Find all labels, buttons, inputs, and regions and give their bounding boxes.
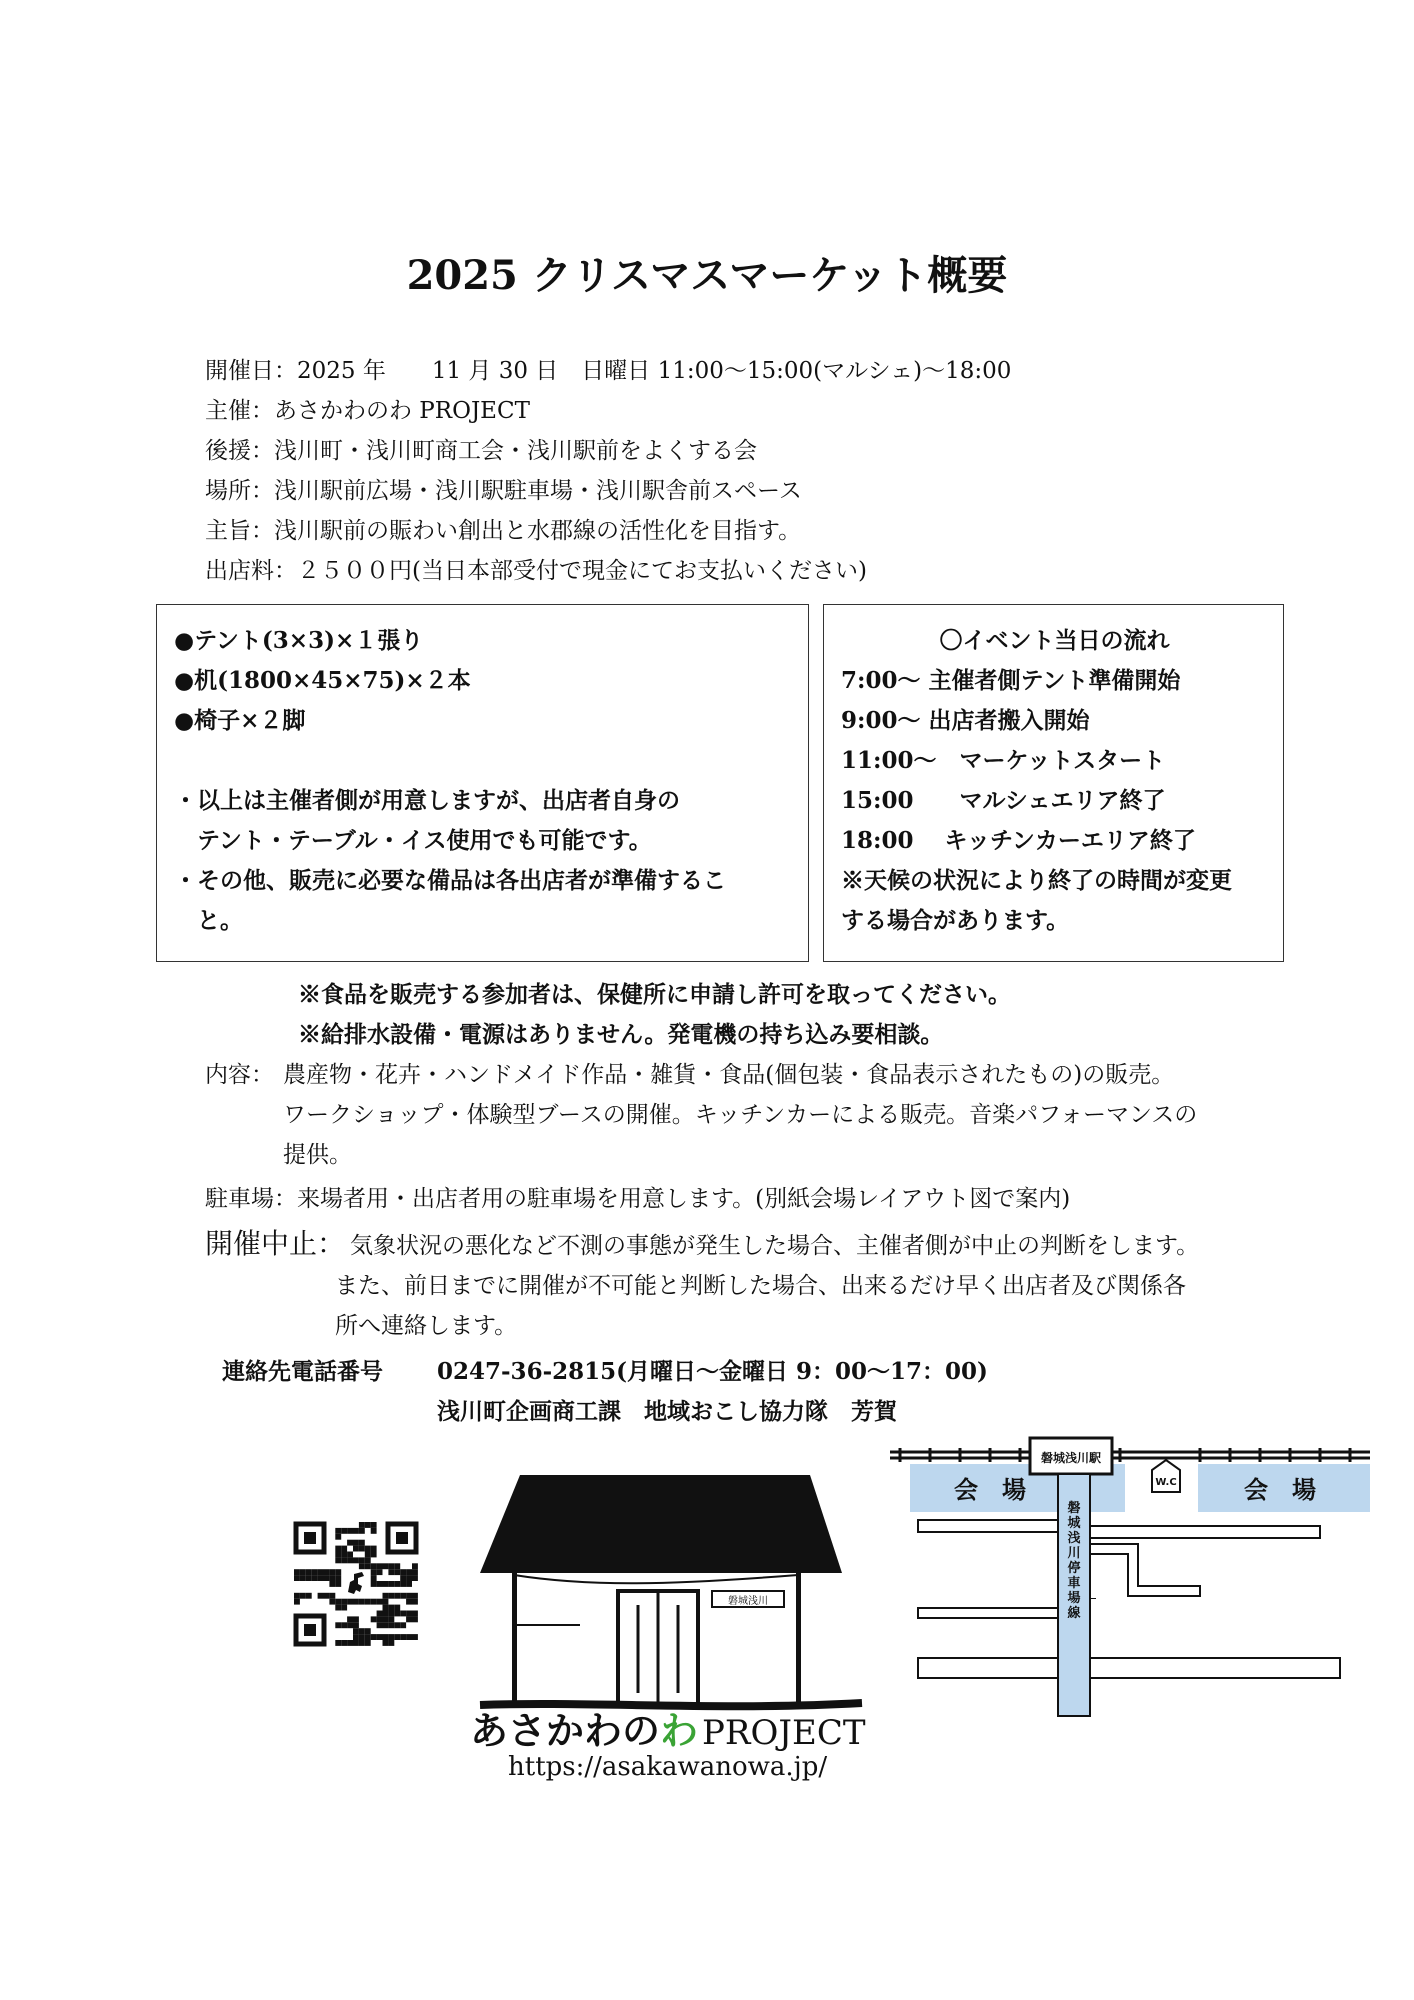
info-support xyxy=(205,436,757,466)
contact-phone: 0247-36-2815(月曜日～金曜日 9：00～17：00) xyxy=(437,1358,988,1385)
content-line: 農産物・花卉・ハンドメイド作品・雑貨・食品(個包装・食品表示されたもの)の販売。 xyxy=(283,1062,1175,1088)
warning-food: ※食品を販売する参加者は、保健所に申請し許可を取ってください。 xyxy=(298,981,1011,1008)
parking-label: 駐車場： xyxy=(205,1186,297,1212)
roof-shape xyxy=(480,1475,842,1573)
info-label: 場所： xyxy=(205,478,274,504)
equipment-note: と。 xyxy=(174,907,243,934)
qr-code[interactable] xyxy=(292,1520,420,1648)
building-logo-illustration xyxy=(470,1465,870,1725)
info-organizer xyxy=(205,396,530,426)
schedule-row: 11:00～ マーケットスタート xyxy=(841,747,1166,774)
station-sign-text: 磐城浅川 xyxy=(728,1596,768,1607)
venue-map xyxy=(880,1430,1380,1720)
info-place xyxy=(205,476,802,506)
equipment-item: ●椅子×２脚 xyxy=(174,707,306,734)
contact-label: 連絡先電話番号 xyxy=(222,1358,383,1385)
equipment-note: ・以上は主催者側が用意しますが、出店者自身の xyxy=(174,787,680,814)
wc-label: W.C xyxy=(1155,1477,1177,1488)
content-line: 提供。 xyxy=(283,1142,352,1168)
parking-value: 来場者用・出店者用の駐車場を用意します。(別紙会場レイアウト図で案内) xyxy=(297,1186,1071,1212)
logo-wa: わ xyxy=(660,1709,699,1753)
info-label: 後援： xyxy=(205,438,274,464)
schedule-row: 18:00 キッチンカーエリア終了 xyxy=(841,827,1196,854)
contact-dept: 浅川町企画商工課 地域おこし協力隊 芳賀 xyxy=(437,1398,897,1425)
cancel-line: 気象状況の悪化など不測の事態が発生した場合、主催者側が中止の判断をします。 xyxy=(350,1233,1200,1259)
schedule-box xyxy=(823,604,1284,962)
venue-right-label: 会 場 xyxy=(1244,1476,1316,1504)
schedule-note: ※天候の状況により終了の時間が変更 xyxy=(841,867,1232,894)
schedule-row: 9:00～ 出店者搬入開始 xyxy=(841,707,1090,734)
warning-water: ※給排水設備・電源はありません。発電機の持ち込み要相談。 xyxy=(298,1021,944,1048)
info-value: 2025 年 11 月 30 日 日曜日 11:00～15:00(マルシェ)～18:00 xyxy=(297,358,1012,384)
project-url[interactable]: https://asakawanowa.jp/ xyxy=(508,1752,828,1782)
content-line: ワークショップ・体験型ブースの開催。キッチンカーによる販売。音楽パフォーマンスの xyxy=(283,1102,1198,1128)
main-road-label: 磐城浅川停車場線 xyxy=(1067,1501,1081,1621)
info-value: 浅川駅前広場・浅川駅駐車場・浅川駅舎前スペース xyxy=(274,478,802,504)
equipment-note: テント・テーブル・イス使用でも可能です。 xyxy=(174,827,652,854)
parking-info xyxy=(205,1180,1070,1213)
equipment-note: ・その他、販売に必要な備品は各出店者が準備するこ xyxy=(174,867,726,894)
info-value: 浅川駅前の賑わい創出と水郡線の活性化を目指す。 xyxy=(274,518,802,544)
cancel-line: 所へ連絡します。 xyxy=(335,1313,518,1339)
info-fee xyxy=(205,556,867,586)
info-value: ２５００円(当日本部受付で現金にてお支払いください) xyxy=(297,558,867,584)
cancel-line: また、前日までに開催が不可能と判断した場合、出来るだけ早く出店者及び関係各 xyxy=(335,1273,1186,1299)
info-label: 主催： xyxy=(205,398,274,424)
info-label: 主旨： xyxy=(205,518,274,544)
schedule-heading: 〇イベント当日の流れ xyxy=(939,627,1170,654)
info-purpose xyxy=(205,516,801,546)
content-label: 内容： xyxy=(205,1062,274,1088)
equipment-box xyxy=(156,604,809,962)
info-value: あさかわのわ PROJECT xyxy=(274,398,530,424)
logo-hiragana: あさかわの xyxy=(470,1709,661,1753)
project-logo-text xyxy=(470,1700,866,1755)
equipment-item: ●テント(3×3)×１張り xyxy=(174,627,424,654)
venue-left-label: 会 場 xyxy=(954,1476,1026,1504)
info-value: 浅川町・浅川町商工会・浅川駅前をよくする会 xyxy=(274,438,757,464)
page-title: 2025 クリスマスマーケット概要 xyxy=(406,252,1008,299)
schedule-row: 15:00 マルシェエリア終了 xyxy=(841,787,1166,814)
schedule-note: する場合があります。 xyxy=(841,907,1070,934)
info-label: 出店料： xyxy=(205,558,297,584)
logo-project: PROJECT xyxy=(702,1713,866,1753)
info-date xyxy=(205,356,1011,386)
schedule-row: 7:00～ 主催者側テント準備開始 xyxy=(841,667,1181,694)
cancel-label: 開催中止： xyxy=(205,1227,346,1260)
info-label: 開催日： xyxy=(205,358,297,384)
equipment-item: ●机(1800×45×75)×２本 xyxy=(174,667,471,694)
station-label: 磐城浅川駅 xyxy=(1040,1451,1102,1465)
